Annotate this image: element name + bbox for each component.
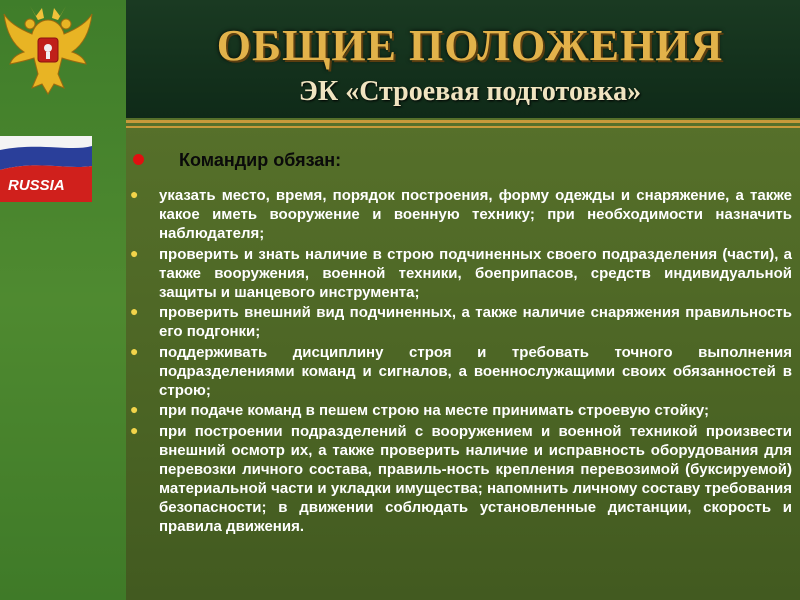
- red-bullet-icon: [133, 154, 144, 165]
- russian-flag-icon: [0, 136, 92, 202]
- bullet-icon: ●: [130, 186, 139, 202]
- slide-title: ОБЩИЕ ПОЛОЖЕНИЯ: [216, 21, 724, 70]
- bullet-icon: ●: [130, 421, 139, 438]
- list-item-text: при подаче команд в пешем строю на месте принимать строевую стойку;: [159, 402, 710, 419]
- bullet-icon: ●: [130, 244, 139, 261]
- slide-subtitle: ЭК «Строевая подготовка»: [298, 76, 642, 107]
- list-item: [130, 422, 792, 536]
- list-item-text: при построении подразделений с вооружением и военной техникой произвести внешний осмотр их, а также проверить наличие и исправность оборудования для перевозки личного состава, правиль-ность крепления перевозимой (буксируемой) материальной части и укладки имущества; напомнить личному составу требования безопасности; в движении соблюдать установленные дистанции, скорость и правила движения.: [159, 422, 792, 535]
- bullet-icon: ●: [130, 342, 139, 359]
- flag-text: RUSSIA: [8, 177, 65, 194]
- divider-stripe-top: [126, 120, 800, 123]
- divider-stripe-bottom: [126, 126, 800, 128]
- list-item-text: указать место, время, порядок построения, форму одежды и снаряжение, а также какое иметь вооружение и военную технику; при необходимости назначить наблюдателя;: [159, 187, 792, 242]
- list-item: [130, 343, 792, 400]
- list-item: [130, 401, 792, 420]
- list-item-text: проверить и знать наличие в строю подчиненных своего подразделения (части), а также вооружения, военной техники, боеприпасов, средств индивидуальной защиты и шанцевого инструмента;: [159, 245, 792, 301]
- list-item: [130, 303, 792, 341]
- bullet-icon: ●: [130, 401, 139, 417]
- duties-list: [130, 186, 792, 537]
- list-item: [130, 186, 792, 243]
- list-item-text: проверить внешний вид подчиненных, а также наличие снаряжения правильность его подгонки;: [159, 304, 792, 340]
- bullet-icon: ●: [130, 303, 139, 319]
- double-headed-eagle-emblem-icon: [0, 0, 96, 100]
- list-item: [130, 245, 792, 302]
- lead-text: Командир обязан:: [179, 150, 342, 170]
- list-item-text: поддерживать дисциплину строя и требовать точного выполнения подразделениями команд и сигналов, а военнослужащими своих обязанностей в строю;: [159, 343, 792, 399]
